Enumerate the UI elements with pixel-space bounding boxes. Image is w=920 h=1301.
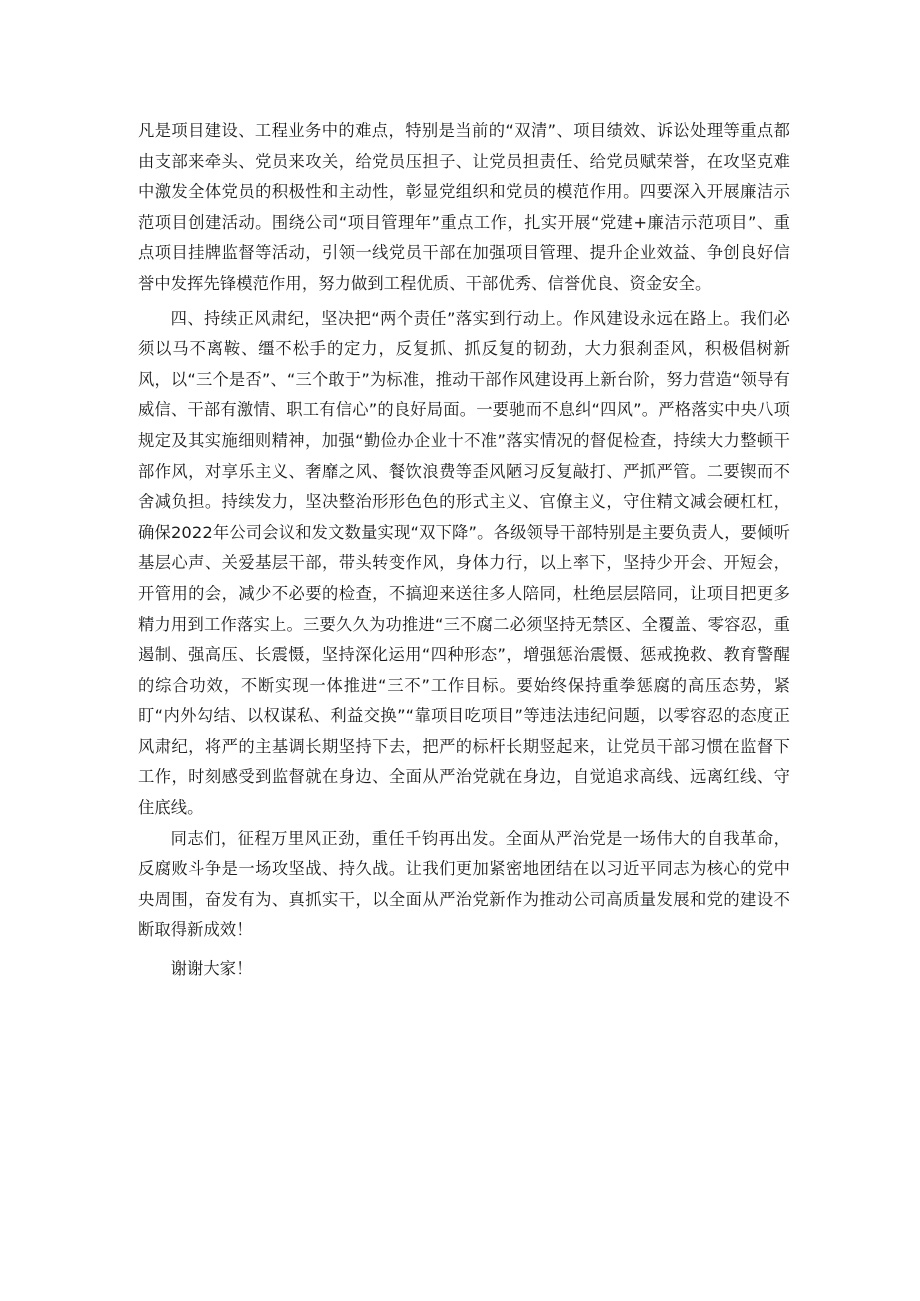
paragraph-thanks: 谢谢大家！ xyxy=(170,959,253,979)
paragraph-section-four: 四、持续正风肃纪，坚决把“两个责任”落实到行动上。作风建设永远在路上。我们必须以马不离鞍、缰不松手的定力，反复抓、抓反复的韧劲，大力狠刹歪风，积极倡树新风，以“三个是否”、“三个敢于”为标准，推动干部作风建设再上新台阶，努力营造“领导有威信、干部有激情、职工有信心”的良好局面。一要驰而不息纠“四风”。严格落实中央八项规定及其实施细则精神，加强“勤俭办企业十不准”落实情况的督促检查，持续大力整顿干部作风，对享乐主义、奢靡之风、餐饮浪费等歪风陋习反复敲打、严抓严管。二要锲而不舍减负担。持续发力，坚决整治形形色色的形式主义、官僚主义，守住精文减会硬杠杠，确保2022年公司会议和发文数量实现“双下降”。各级领导干部特别是主要负责人，要倾听基层心声、关爱基层干部，带头转变作风，身体力行，以上率下，坚持少开会、开短会，开管用的会，减少不必要的检查，不搞迎来送往多人陪同，杜绝层层陪同，让项目把更多精力用到工作落实上。三要久久为功推进“三不腐二必须坚持无禁区、全覆盖、零容忍，重遏制、强高压、长震慑，坚持深化运用“四种形态”，增强惩治震慑、惩戒挽救、教育警醒的综合功效，不断实现一体推进“三不”工作目标。要始终保持重拳惩腐的高压态势，紧盯“内外勾结、以权谋私、利益交换”“靠项目吃项目”等违法违纪问题，以零容忍的态度正风肃纪，将严的主基调长期坚持下去，把严的标杆长期竖起来，让党员干部习惯在监督下工作，时刻感受到监督就在身边、全面从严治党就在身边，自觉追求高线、远离红线、守住底线。 xyxy=(138,308,790,818)
paragraph-closing: 同志们，征程万里风正劲，重任千钧再出发。全面从严治党是一场伟大的自我革命，反腐败斗争是一场攻坚战、持久战。让我们更加紧密地团结在以习近平同志为核心的党中央周围，奋发有为、真抓实干，以全面从严治党新作为推动公司高质量发展和党的建设不断取得新成效！ xyxy=(138,828,790,940)
document-body xyxy=(138,116,790,985)
paragraph-continued: 凡是项目建设、工程业务中的难点，特别是当前的“双清”、项目绩效、诉讼处理等重点都由支部来牵头、党员来攻关，给党员压担子、让党员担责任、给党员赋荣誉，在攻坚克难中激发全体党员的积极性和主动性，彰显党组织和党员的模范作用。四要深入开展廉洁示范项目创建活动。围绕公司“项目管理年”重点工作，扎实开展“党建+廉洁示范项目”、重点项目挂牌监督等活动，引领一线党员干部在加强项目管理、提升企业效益、争创良好信誉中发挥先锋模范作用，努力做到工程优质、干部优秀、信誉优良、资金安全。 xyxy=(138,121,790,293)
